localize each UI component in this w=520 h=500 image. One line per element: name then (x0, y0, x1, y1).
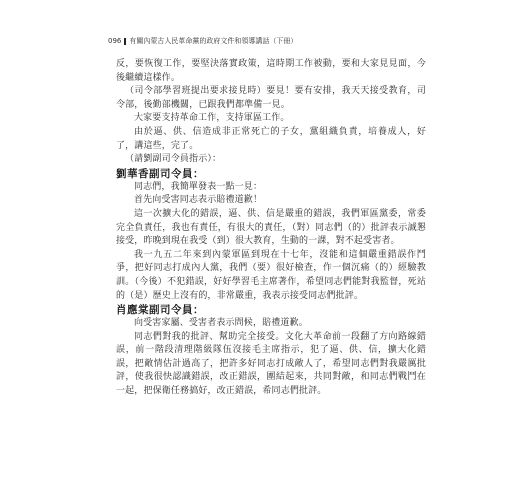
running-header (108, 37, 297, 46)
speaker-heading: 劉華香副司令員： (116, 167, 204, 180)
paragraph: 同志們，我簡單發表一點一見： (134, 181, 263, 192)
paragraph: 大家要支持革命工作，支持軍區工作。 (134, 113, 290, 124)
paragraph: （司令部學習班提出要求接見時）要見！要有安排，我天天接受教育，司令部，後勤部機關，已跟我們都準備一見。 (116, 86, 426, 110)
page-number: 096 (108, 37, 122, 45)
paragraph: 同志們對我的批評、幫助完全接受。文化大革命前一段翻了方向路線錯誤，前一階段清理階級隊伍沒接毛主席指示，犯了逼、供、信，擴大化錯誤，把敵情估計過高了，把許多好同志打成敵人了，希望同志們對我嚴厲批評，使我很快認識錯誤，改正錯誤，團結起來，共同對敵，和同志們戰鬥在一起，把保衛任務搞好，改正錯誤，希同志們批評。 (116, 331, 426, 397)
paragraph: 反，要恢復工作，要堅決落實政策，這時期工作被動，要和大家見見面，今後繼續這樣作。 (116, 59, 426, 83)
paragraph: （請劉副司令員指示）： (125, 154, 222, 165)
page-body (116, 58, 426, 399)
book-title: 有關內蒙古人民革命黨的政府文件和領導講話（下冊） (129, 37, 298, 45)
paragraph: 向受害家屬、受害者表示問候，賠禮道歉。 (134, 318, 308, 329)
speaker-heading: 肖應棠副司令員： (116, 304, 204, 317)
paragraph: 這一次擴大化的錯誤，逼、供、信是嚴重的錯誤，我們軍區黨委，常委完全負責任，我也有責任，有很大的責任，（對）同志們（的）批評表示誠懇接受，昨晚到現在我受（到）很大教育，生動的一課，對不起受害者。 (116, 208, 426, 247)
paragraph: 由於逼、供、信造成非正常死亡的子女，黨組織負責，培養成人，好了，講這些，完了。 (116, 126, 426, 151)
paragraph: 首先向受害同志表示賠禮道歉！ (134, 195, 263, 206)
header-divider-bar (124, 38, 126, 45)
paragraph: 我一九五二年來到內蒙軍區到現在十七年，沒能和這個嚴重錯誤作鬥爭，把好同志打成內人黨，我們（要）很好檢查，作一個沉痛（的）經驗教訓。（今後）不犯錯誤，好好學習毛主席著作，希望同志們能對我監督，死站的（是）歷史上沒有的，非常嚴重，我表示接受同志們批評。 (116, 249, 426, 301)
